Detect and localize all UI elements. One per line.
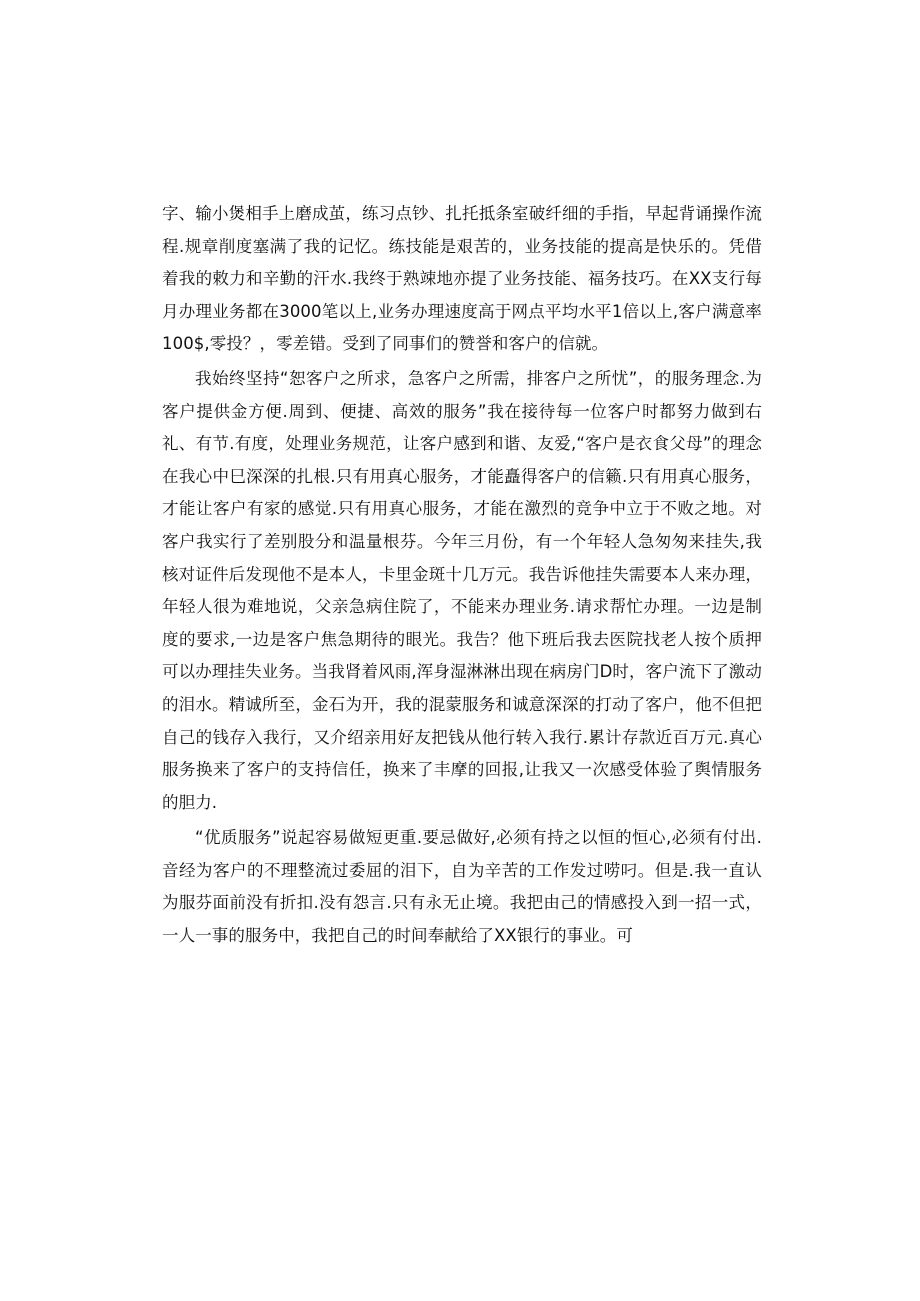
paragraph-quality-service: “优质服务”说起容易做短更重.要忌做好,必须有持之以恒的恒心,必须有付出.音经为客户的不理整流过委屈的泪下，自为辛苦的工作发过唠叼。但是.我一直认为服芬面前没有折扣.没有怨言.只有永无止境。我把由己的情感投入到一招一式，一人一事的服务中，我把自己的时间奉献给了XX银行的事业。可 [162,828,762,946]
document-body [162,198,762,953]
paragraph-skill-training: 字、输小煲相手上磨成茧，练习点钞、扎托抵条室破纤细的手指，早起背诵操作流程.规章削度塞满了我的记忆。练技能是艰苦的，业务技能的提高是快乐的。凭借着我的敕力和辛勤的汗水.我终于熟竦地亦提了业务技能、福务技巧。在XX支行每月办理业务都在3000笔以上,业务办理速度高于网点平均水平1倍以上,客户满意率100$,零投？，零差错。受到了同事们的赞誉和客户的信就。 [162,204,762,354]
paragraph-service-philosophy: 我始终坚持“恕客户之所求，急客户之所需，排客户之所忧”，的服务理念.为客户提供金方便.周到、便捷、高效的服务”我在接待每一位客户时都努力做到右礼、有节.有度，处理业务规范，让客户感到和谐、友爱,“客户是衣食父母”的理念在我心中巳深深的扎根.只有用真心服务，才能矗得客户的信籁.只有用真心服务，才能让客户有家的感觉.只有用真心服务，才能在激烈的竞争中立于不败之地。对客户我实行了差别股分和温量根芬。今年三月份，有一个年轻人急匆匆来挂失,我核对证件后发现他不是本人，卡里金斑十几万元。我告诉他挂失需要本人来办理，年轻人很为难地说，父亲急病住院了，不能来办理业务.请求帮忙办理。一边是制度的要求,一边是客户焦急期待的眼光。我告？他下班后我去医院找老人按个质押可以办理挂失业务。当我肾着风雨,浑身湿淋淋出现在病房门D时，客户流下了激动的泪水。精诚所至，金石为开，我的混蒙服务和诚意深深的打动了客户，他不但把自己的钱存入我行，又介绍亲用好友把钱从他行转入我行.累计存款近百万元.真心服务换来了客户的支持信任，换来了丰摩的回报,让我又一次感受体验了舆情服务的胆力. [162,368,762,812]
